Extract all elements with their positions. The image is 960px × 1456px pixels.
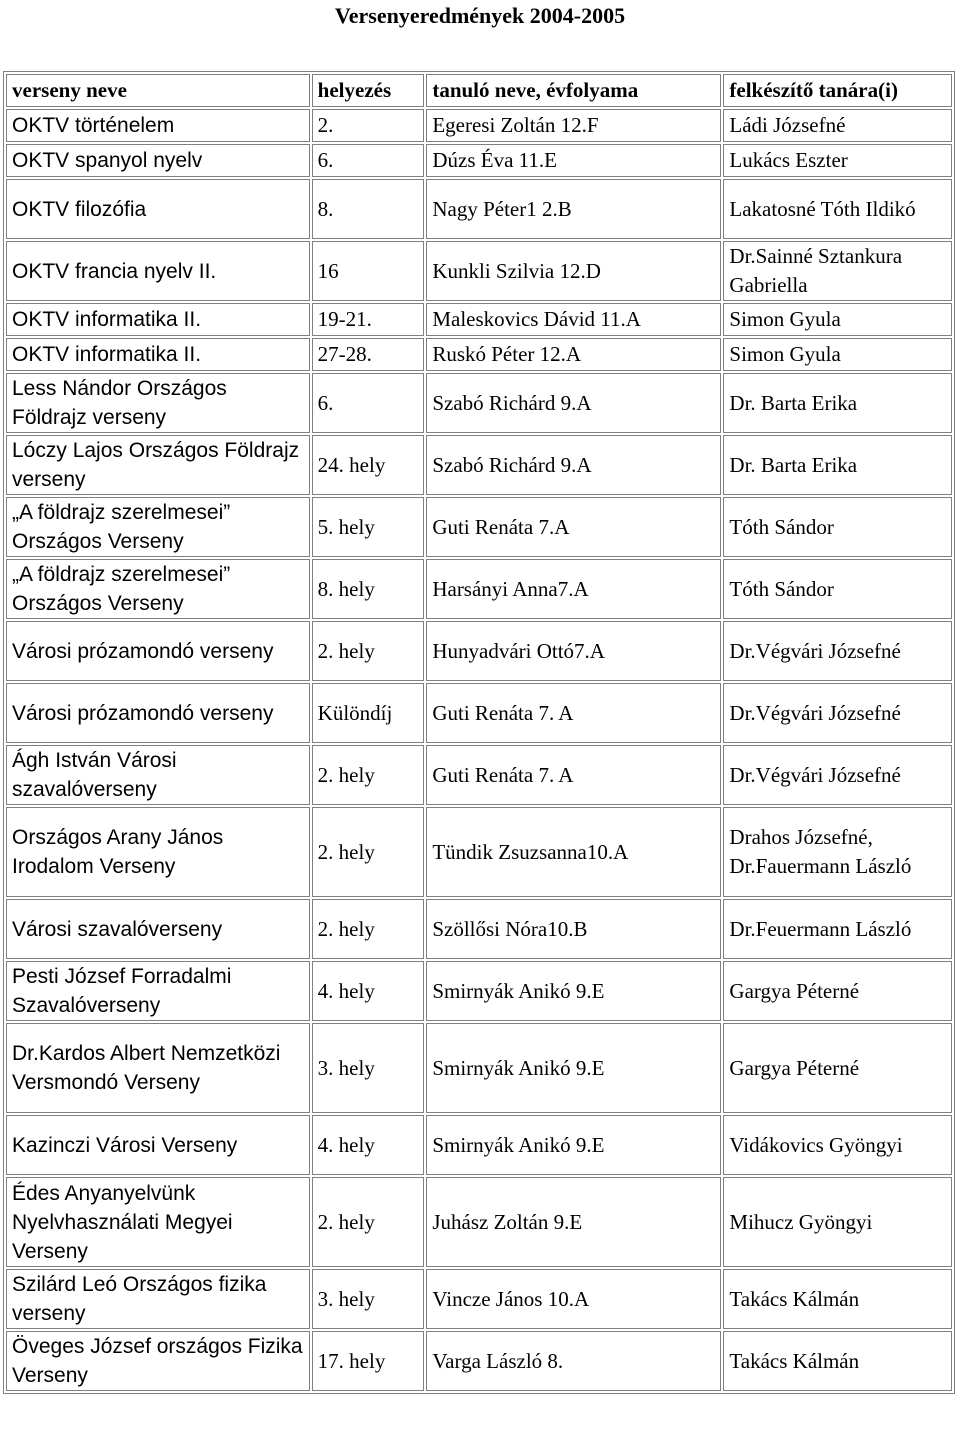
table-row bbox=[6, 559, 952, 619]
cell-teacher: Lukács Eszter bbox=[723, 144, 952, 177]
cell-student: Tündik Zsuzsanna10.A bbox=[426, 807, 721, 897]
cell-placement: 8. bbox=[312, 179, 425, 239]
cell-student: Guti Renáta 7.A bbox=[426, 497, 721, 557]
header-cell-competition: verseny neve bbox=[6, 74, 310, 107]
table-row bbox=[6, 179, 952, 239]
cell-student: Kunkli Szilvia 12.D bbox=[426, 241, 721, 301]
cell-placement: 2. hely bbox=[312, 621, 425, 681]
table-row bbox=[6, 1269, 952, 1329]
cell-competition: Édes Anyanyelvünk Nyelvhasználati Megyei Verseny bbox=[6, 1177, 310, 1267]
cell-placement: 24. hely bbox=[312, 435, 425, 495]
table-row bbox=[6, 338, 952, 371]
cell-student: Smirnyák Anikó 9.E bbox=[426, 1115, 721, 1175]
cell-teacher: Tóth Sándor bbox=[723, 497, 952, 557]
cell-student: Dúzs Éva 11.E bbox=[426, 144, 721, 177]
cell-placement: Különdíj bbox=[312, 683, 425, 743]
cell-teacher: Dr.Végvári Józsefné bbox=[723, 621, 952, 681]
cell-placement: 2. hely bbox=[312, 807, 425, 897]
cell-competition: Szilárd Leó Országos fizika verseny bbox=[6, 1269, 310, 1329]
cell-competition: OKTV filozófia bbox=[6, 179, 310, 239]
cell-student: Smirnyák Anikó 9.E bbox=[426, 961, 721, 1021]
cell-teacher: Simon Gyula bbox=[723, 303, 952, 336]
cell-competition: Városi prózamondó verseny bbox=[6, 683, 310, 743]
cell-placement: 6. bbox=[312, 144, 425, 177]
cell-competition: Országos Arany János Irodalom Verseny bbox=[6, 807, 310, 897]
cell-teacher: Dr.Végvári Józsefné bbox=[723, 745, 952, 805]
table-header-row bbox=[6, 74, 952, 107]
table-row bbox=[6, 435, 952, 495]
cell-student: Nagy Péter1 2.B bbox=[426, 179, 721, 239]
cell-placement: 8. hely bbox=[312, 559, 425, 619]
table-row bbox=[6, 621, 952, 681]
cell-placement: 4. hely bbox=[312, 961, 425, 1021]
table-row bbox=[6, 1177, 952, 1267]
cell-competition: Kazinczi Városi Verseny bbox=[6, 1115, 310, 1175]
cell-placement: 17. hely bbox=[312, 1331, 425, 1391]
cell-placement: 16 bbox=[312, 241, 425, 301]
cell-teacher: Dr.Feuermann László bbox=[723, 899, 952, 959]
cell-teacher: Mihucz Gyöngyi bbox=[723, 1177, 952, 1267]
cell-student: Hunyadvári Ottó7.A bbox=[426, 621, 721, 681]
cell-student: Szabó Richárd 9.A bbox=[426, 373, 721, 433]
table-row bbox=[6, 745, 952, 805]
cell-teacher: Gargya Péterné bbox=[723, 961, 952, 1021]
cell-competition: OKTV informatika II. bbox=[6, 338, 310, 371]
header-cell-student: tanuló neve, évfolyama bbox=[426, 74, 721, 107]
cell-teacher: Takács Kálmán bbox=[723, 1331, 952, 1391]
cell-teacher: Vidákovics Gyöngyi bbox=[723, 1115, 952, 1175]
table-row bbox=[6, 899, 952, 959]
table-row bbox=[6, 109, 952, 142]
table-row bbox=[6, 303, 952, 336]
cell-student: Szöllősi Nóra10.B bbox=[426, 899, 721, 959]
cell-teacher: Lakatosné Tóth Ildikó bbox=[723, 179, 952, 239]
table-row bbox=[6, 1023, 952, 1113]
cell-placement: 4. hely bbox=[312, 1115, 425, 1175]
table-row bbox=[6, 144, 952, 177]
cell-placement: 2. hely bbox=[312, 745, 425, 805]
cell-teacher: Gargya Péterné bbox=[723, 1023, 952, 1113]
table-row bbox=[6, 497, 952, 557]
cell-student: Szabó Richárd 9.A bbox=[426, 435, 721, 495]
cell-placement: 2. hely bbox=[312, 1177, 425, 1267]
table-row bbox=[6, 807, 952, 897]
cell-placement: 19-21. bbox=[312, 303, 425, 336]
cell-student: Guti Renáta 7. A bbox=[426, 683, 721, 743]
cell-competition: Városi szavalóverseny bbox=[6, 899, 310, 959]
cell-competition: OKTV spanyol nyelv bbox=[6, 144, 310, 177]
cell-teacher: Takács Kálmán bbox=[723, 1269, 952, 1329]
table-row bbox=[6, 373, 952, 433]
cell-placement: 6. bbox=[312, 373, 425, 433]
table-row bbox=[6, 1331, 952, 1391]
cell-student: Harsányi Anna7.A bbox=[426, 559, 721, 619]
table-row bbox=[6, 683, 952, 743]
cell-competition: Dr.Kardos Albert Nemzetközi Versmondó Verseny bbox=[6, 1023, 310, 1113]
cell-competition: OKTV informatika II. bbox=[6, 303, 310, 336]
cell-competition: „A földrajz szerelmesei” Országos Verseny bbox=[6, 497, 310, 557]
results-table bbox=[3, 71, 955, 1394]
cell-student: Egeresi Zoltán 12.F bbox=[426, 109, 721, 142]
cell-placement: 2. hely bbox=[312, 899, 425, 959]
table-row bbox=[6, 241, 952, 301]
cell-competition: Less Nándor Országos Földrajz verseny bbox=[6, 373, 310, 433]
cell-teacher: Dr. Barta Erika bbox=[723, 373, 952, 433]
cell-placement: 27-28. bbox=[312, 338, 425, 371]
cell-student: Smirnyák Anikó 9.E bbox=[426, 1023, 721, 1113]
table-row bbox=[6, 1115, 952, 1175]
cell-student: Vincze János 10.A bbox=[426, 1269, 721, 1329]
cell-competition: Városi prózamondó verseny bbox=[6, 621, 310, 681]
cell-student: Juhász Zoltán 9.E bbox=[426, 1177, 721, 1267]
cell-placement: 3. hely bbox=[312, 1269, 425, 1329]
cell-teacher: Dr.Végvári Józsefné bbox=[723, 683, 952, 743]
cell-competition: Öveges József országos Fizika Verseny bbox=[6, 1331, 310, 1391]
cell-competition: Lóczy Lajos Országos Földrajz verseny bbox=[6, 435, 310, 495]
cell-teacher: Ládi Józsefné bbox=[723, 109, 952, 142]
cell-teacher: Dr.Sainné Sztankura Gabriella bbox=[723, 241, 952, 301]
cell-placement: 5. hely bbox=[312, 497, 425, 557]
header-cell-teacher: felkészítő tanára(i) bbox=[723, 74, 952, 107]
cell-teacher: Simon Gyula bbox=[723, 338, 952, 371]
cell-teacher: Tóth Sándor bbox=[723, 559, 952, 619]
cell-competition: „A földrajz szerelmesei” Országos Verseny bbox=[6, 559, 310, 619]
page-title: Versenyeredmények 2004-2005 bbox=[334, 3, 626, 28]
cell-competition: OKTV történelem bbox=[6, 109, 310, 142]
cell-placement: 2. bbox=[312, 109, 425, 142]
cell-student: Guti Renáta 7. A bbox=[426, 745, 721, 805]
table-row bbox=[6, 961, 952, 1021]
cell-student: Ruskó Péter 12.A bbox=[426, 338, 721, 371]
cell-student: Varga László 8. bbox=[426, 1331, 721, 1391]
cell-teacher: Dr. Barta Erika bbox=[723, 435, 952, 495]
cell-competition: Pesti József Forradalmi Szavalóverseny bbox=[6, 961, 310, 1021]
header-cell-placement: helyezés bbox=[312, 74, 425, 107]
cell-competition: Ágh István Városi szavalóverseny bbox=[6, 745, 310, 805]
cell-teacher: Drahos Józsefné, Dr.Fauermann László bbox=[723, 807, 952, 897]
cell-student: Maleskovics Dávid 11.A bbox=[426, 303, 721, 336]
cell-placement: 3. hely bbox=[312, 1023, 425, 1113]
cell-competition: OKTV francia nyelv II. bbox=[6, 241, 310, 301]
